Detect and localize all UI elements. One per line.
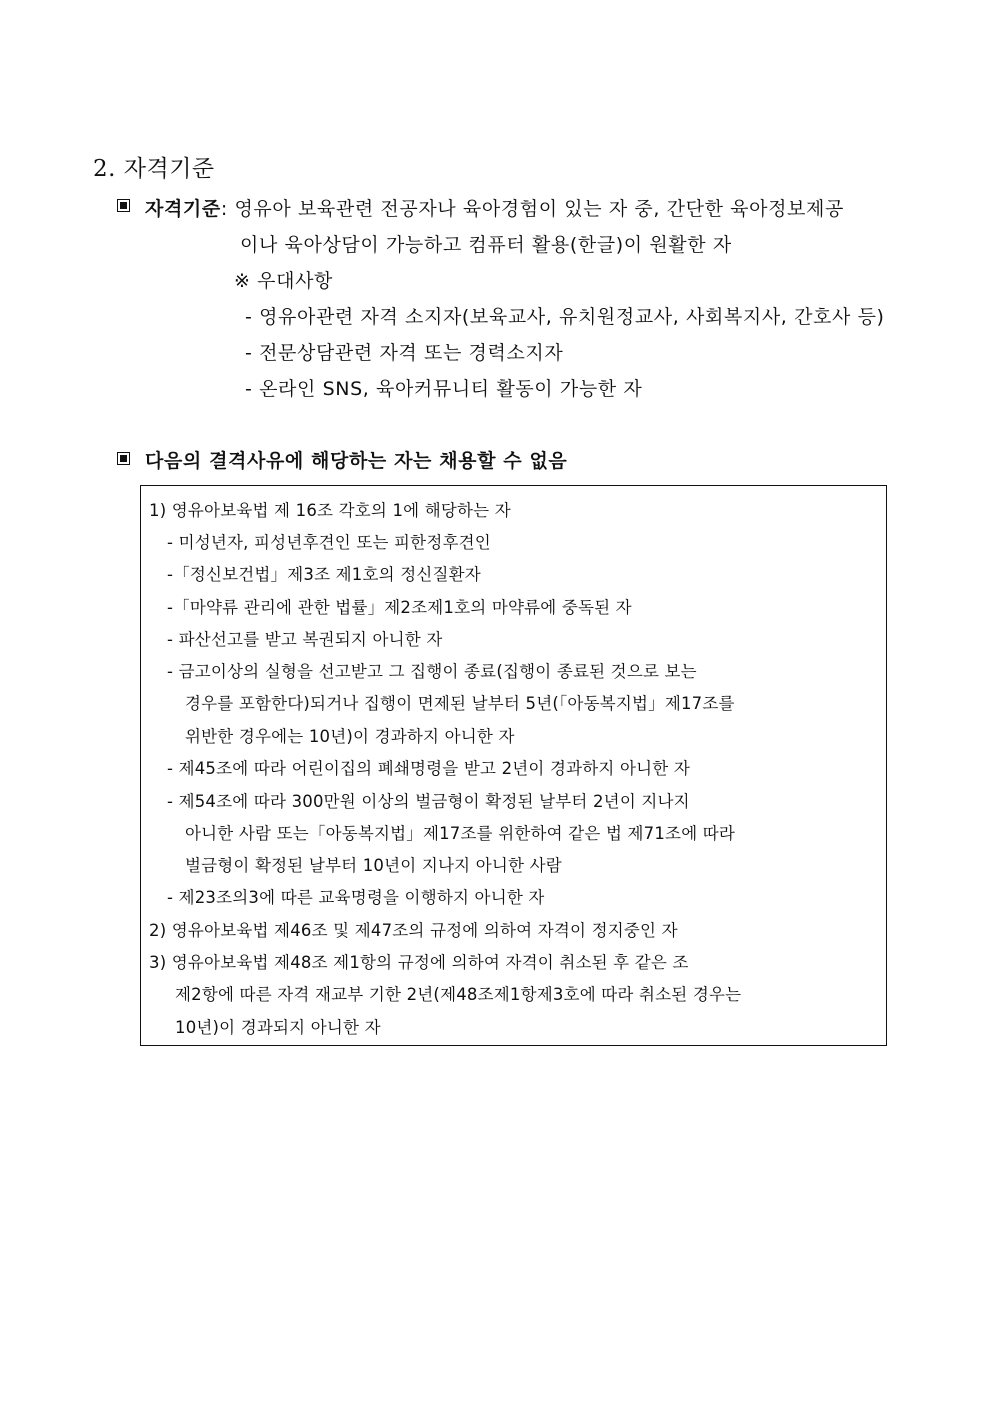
filled-square-icon [117,199,130,212]
disqualification-line: - 제54조에 따라 300만원 이상의 벌금형이 확정된 날부터 2년이 지나지 [167,792,690,811]
qualification-label: 자격기준 [145,198,221,220]
qualification-text-line1: : 영유아 보육관련 전공자나 육아경험이 있는 자 중, 간단한 육아정보제공 [220,198,844,220]
qualification-first-line [145,194,844,221]
preference-item: - 온라인 SNS, 육아커뮤니티 활동이 가능한 자 [245,378,643,400]
disqualification-line: - 미성년자, 피성년후견인 또는 피한정후견인 [167,533,491,552]
disqualification-line: - 제45조에 따라 어린이집의 폐쇄명령을 받고 2년이 경과하지 아니한 자 [167,759,691,778]
preference-item: - 영유아관련 자격 소지자(보육교사, 유치원정교사, 사회복지사, 간호사 등) [245,306,885,328]
disqualification-line: 10년)이 경과되지 아니한 자 [175,1018,381,1037]
section-title: 2. 자격기준 [93,156,215,182]
preference-item: - 전문상담관련 자격 또는 경력소지자 [245,342,564,364]
disqualification-box [140,485,887,1046]
disqualification-line: - 제23조의3에 따른 교육명령을 이행하지 아니한 자 [167,888,545,907]
preference-title: ※ 우대사항 [234,270,333,292]
disqualification-line: 벌금형이 확정된 날부터 10년이 지나지 아니한 사람 [185,856,562,875]
disqualification-line: 위반한 경우에는 10년)이 경과하지 아니한 자 [185,727,515,746]
filled-square-icon [117,452,130,465]
disqualification-line: - 파산선고를 받고 복권되지 아니한 자 [167,630,443,649]
disqualification-line: -「정신보건법」제3조 제1호의 정신질환자 [167,565,481,584]
disqualification-line: 3) 영유아보육법 제48조 제1항의 규정에 의하여 자격이 취소된 후 같은 조 [149,953,689,972]
disqualification-line: -「마약류 관리에 관한 법률」제2조제1호의 마약류에 중독된 자 [167,598,632,617]
disqualification-line: 1) 영유아보육법 제 16조 각호의 1에 해당하는 자 [149,501,511,520]
disqualification-line: 아니한 사람 또는「아동복지법」제17조를 위한하여 같은 법 제71조에 따라 [185,824,736,843]
disqualification-line: 2) 영유아보육법 제46조 및 제47조의 규정에 의하여 자격이 정지중인 자 [149,921,678,940]
disqualification-line: 제2항에 따른 자격 재교부 기한 2년(제48조제1항제3호에 따라 취소된 경우는 [175,985,742,1004]
disqualification-heading: 다음의 결격사유에 해당하는 자는 채용할 수 없음 [145,450,568,472]
disqualification-line: - 금고이상의 실형을 선고받고 그 집행이 종료(집행이 종료된 것으로 보는 [167,662,697,681]
qualification-text-line2: 이나 육아상담이 가능하고 컴퓨터 활용(한글)이 원활한 자 [240,234,732,256]
disqualification-line: 경우를 포함한다)되거나 집행이 면제된 날부터 5년(「아동복지법」제17조를 [185,694,735,713]
